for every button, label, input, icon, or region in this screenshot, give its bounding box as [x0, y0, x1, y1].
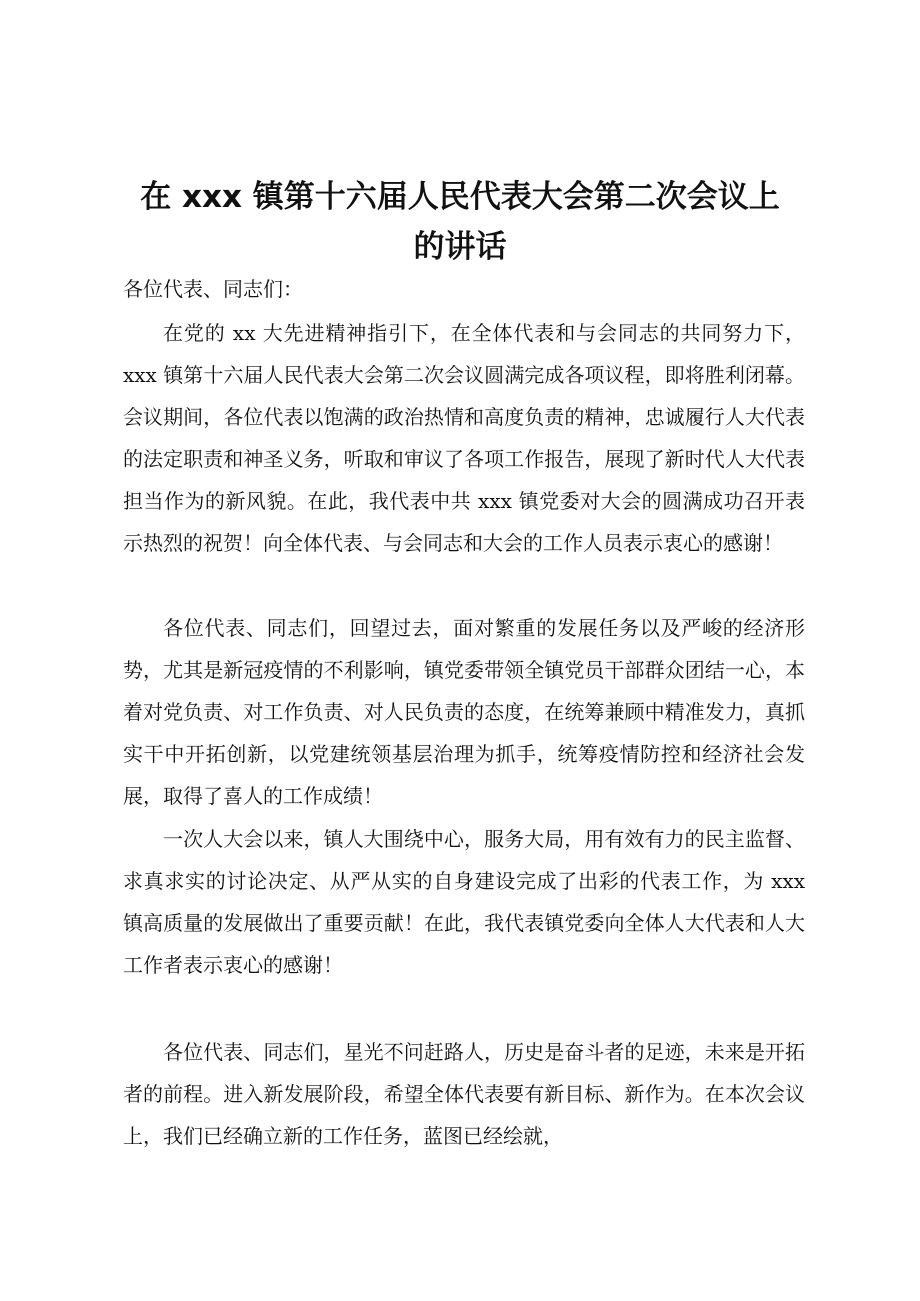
paragraph-3: 一次人大会以来，镇人大围绕中心，服务大局，用有效有力的民主监督、求真求实的讨论决定、从严从实的自身建设完成了出彩的代表工作，为 xxx 镇高质量的发展做出了重要贡献！在此，我代表镇党委向全体人大代表和人大工作者表示衷心的感谢！	[123, 827, 805, 977]
paragraph-1: 在党的 xx 大先进精神指引下，在全体代表和与会同志的共同努力下，xxx 镇第十六届人民代表大会第二次会议圆满完成各项议程，即将胜利闭幕。会议期间，各位代表以饱满的政治热情和高度负责的精神，忠诚履行人大代表的法定职责和神圣义务，听取和审议了各项工作报告，展现了新时代人大代表担当作为的新风貌。在此，我代表中共 xxx 镇党委对大会的圆满成功召开表示热烈的祝贺！向全体代表、与会同志和大会的工作人员表示衷心的感谢！	[123, 321, 805, 555]
paragraph-2: 各位代表、同志们，回望过去，面对繁重的发展任务以及严峻的经济形势，尤其是新冠疫情的不利影响，镇党委带领全镇党员干部群众团结一心，本着对党负责、对工作负责、对人民负责的态度，在统筹兼顾中精准发力，真抓实干中开拓创新，以党建统领基层治理为抓手，统筹疫情防控和经济社会发展，取得了喜人的工作成绩！	[123, 616, 805, 808]
document-title-line-2: 的讲话	[413, 229, 507, 265]
salutation: 各位代表、同志们：	[123, 277, 303, 301]
paragraph-4: 各位代表、同志们，星光不问赶路人，历史是奋斗者的足迹，未来是开拓者的前程。进入新发展阶段，希望全体代表要有新目标、新作为。在本次会议上，我们已经确立新的工作任务，蓝图已经绘就，	[123, 1040, 805, 1148]
document-title-line-1: 在 xxx 镇第十六届人民代表大会第二次会议上	[140, 179, 780, 215]
